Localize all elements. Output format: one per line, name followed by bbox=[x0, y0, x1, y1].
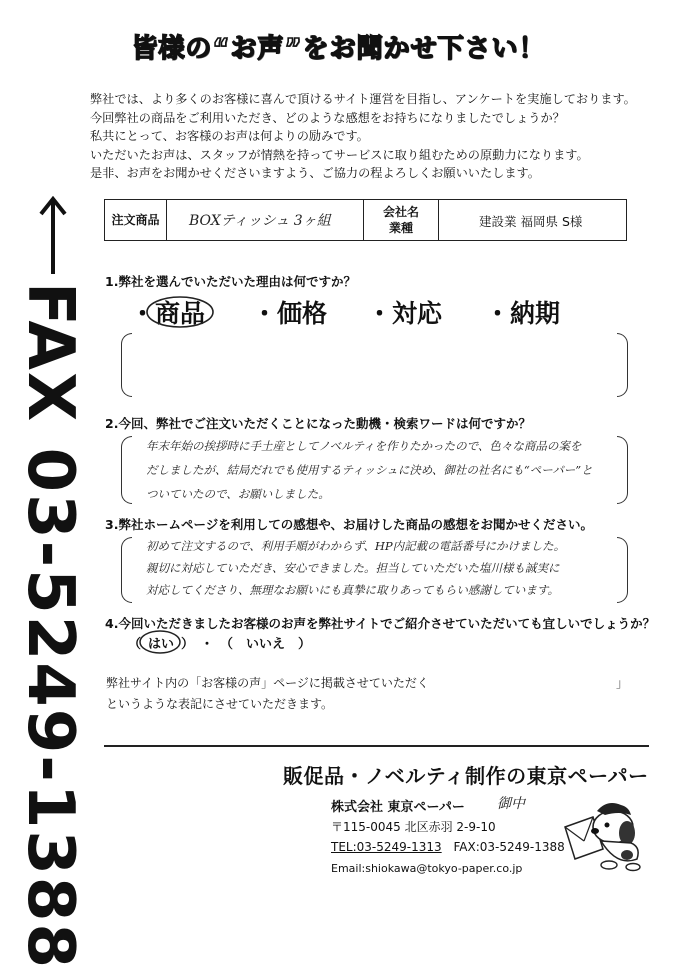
answer-bracket-right bbox=[617, 436, 628, 504]
answer-bracket-left bbox=[121, 537, 132, 603]
answer-2-line: ついていたので、お願いしました。 bbox=[146, 487, 330, 501]
option-response[interactable]: ・対応 bbox=[367, 299, 443, 328]
answer-3-line: 初めて注文するので、利用手順がわからず、HP内記載の電話番号にかけました。 bbox=[146, 539, 566, 553]
company-label bbox=[364, 200, 439, 240]
honorific: 御中 bbox=[497, 796, 525, 812]
email-address[interactable]: Email:shiokawa@tokyo-paper.co.jp bbox=[331, 862, 523, 875]
company-tagline: 販促品・ノベルティ制作の東京ペーパー bbox=[283, 764, 649, 788]
publish-note-line-2: というような表記にさせていただきます。 bbox=[106, 697, 334, 711]
intro-line: 私共にとって、お客様のお声は何よりの励みです。 bbox=[90, 129, 369, 143]
company-label-name: 会社名 bbox=[382, 205, 419, 219]
fax-number-vertical: FAX 03-5249-1388 bbox=[13, 282, 87, 970]
option-no[interactable]: いいえ bbox=[246, 637, 286, 652]
option-price[interactable]: ・価格 bbox=[252, 299, 328, 328]
option-delivery[interactable]: ・納期 bbox=[485, 299, 561, 328]
contact-line bbox=[331, 840, 565, 854]
publish-note-bracket-end: 」 bbox=[616, 676, 629, 690]
answer-bracket-right bbox=[617, 333, 628, 397]
postal-address: 〒115-0045 北区赤羽 2-9-10 bbox=[331, 820, 496, 834]
selection-circle-icon bbox=[144, 294, 216, 330]
order-info-table bbox=[104, 199, 627, 241]
question-1: 1.弊社を選んでいただいた理由は何ですか？ bbox=[105, 274, 356, 289]
company-name: 株式会社 東京ペーパー bbox=[331, 800, 465, 815]
option-yes[interactable]: はい bbox=[148, 637, 175, 652]
tel-number[interactable]: TEL:03-5249-1313 bbox=[331, 840, 442, 854]
mascot-dog-icon bbox=[557, 797, 645, 873]
product-label: 注文商品 bbox=[105, 200, 167, 240]
intro-paragraph bbox=[90, 90, 636, 183]
question-3: 3.弊社ホームページを利用しての感想や、お届けした商品の感想をお聞かせください。 bbox=[105, 517, 593, 532]
answer-bracket-left bbox=[121, 436, 132, 504]
footer-divider bbox=[104, 745, 649, 747]
page-title: 皆様の“お声”をお聞かせ下さい！ bbox=[131, 34, 546, 64]
question-4: 4.今回いただきましたお客様のお声を弊社サイトでご紹介させていただいても宜しいでしょうか？ bbox=[105, 616, 656, 631]
product-value[interactable]: BOXティッシュ 3ヶ組 bbox=[167, 200, 364, 240]
publish-note-line-1: 弊社サイト内の「お客様の声」ページに掲載させていただく bbox=[106, 676, 429, 690]
fax-number: FAX:03-5249-1388 bbox=[453, 840, 565, 854]
company-label-industry: 業種 bbox=[388, 221, 413, 235]
answer-bracket-left bbox=[121, 333, 132, 397]
answer-3-line: 親切に対応していただき、安心できました。担当していただいた塩川様も誠実に bbox=[146, 561, 560, 575]
answer-3-line: 対応してくださり、無理なお願いにも真摯に取りあってもらい感謝しています。 bbox=[146, 583, 559, 597]
intro-line: 今回弊社の商品をご利用いただき、どのような感想をお持ちになりましたでしょうか？ bbox=[90, 110, 565, 125]
answer-2-line: だしましたが、結局だれでも使用するティッシュに決め、御社の社名にも“ペーパー”と bbox=[146, 463, 593, 477]
answer-2-line: 年末年始の挨拶時に手土産としてノベルティを作りたかったので、色々な商品の案を bbox=[146, 439, 582, 453]
consent-options: （ はい ） ・ （ いいえ ） bbox=[128, 633, 311, 652]
answer-bracket-right bbox=[617, 537, 628, 603]
option-product[interactable]: ・商品 bbox=[130, 299, 206, 328]
intro-line: 是非、お声をお聞かせくださいますよう、ご協力の程よろしくお願いいたします。 bbox=[90, 166, 540, 180]
company-value[interactable]: 建設業 福岡県 S様 bbox=[479, 214, 583, 229]
selection-circle-icon bbox=[138, 629, 182, 655]
up-arrow-icon bbox=[39, 196, 67, 276]
intro-line: 弊社では、より多くのお客様に喜んで頂けるサイト運営を目指し、アンケートを実施しております。 bbox=[90, 92, 636, 106]
intro-line: いただいたお声は、スタッフが情熱を持ってサービスに取り組むための原動力になります。 bbox=[90, 147, 589, 162]
question-2: 2.今回、弊社でご注文いただくことになった動機・検索ワードは何ですか？ bbox=[105, 416, 531, 431]
